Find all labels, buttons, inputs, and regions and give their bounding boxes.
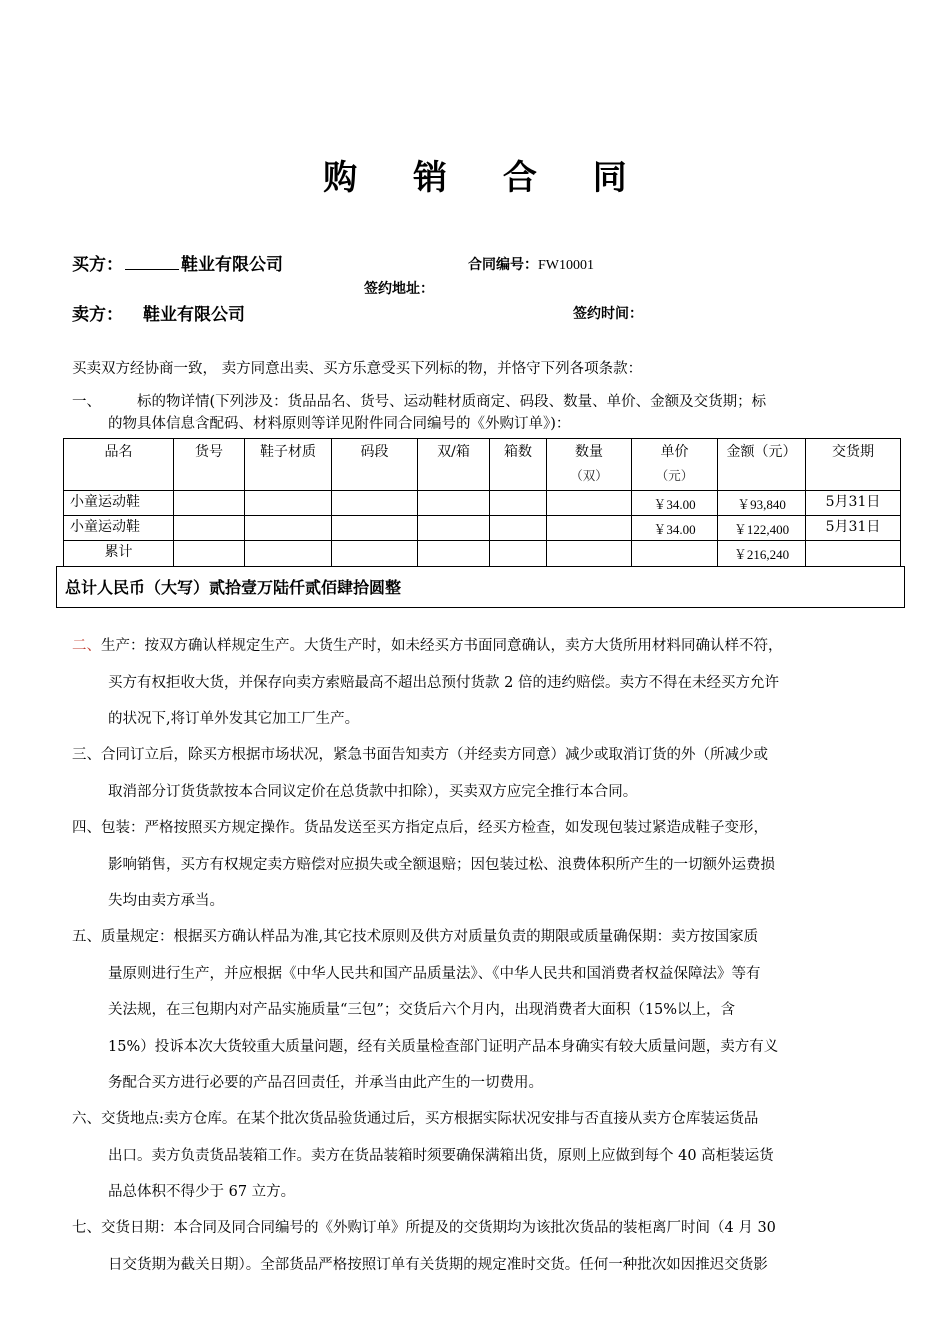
cell [174,491,245,516]
total-rmb: 总计人民币（大写）贰拾壹万陆仟贰佰肆拾圆整 [56,566,905,608]
clause-line: 出口。卖方负责货品装箱工作。卖方在货品装箱时须要确保满箱出货，原则上应做到每个 40 高柜装运货 [108,1147,774,1164]
header-main: 交货期 [832,444,874,460]
contract-number-value: FW10001 [538,258,594,273]
cell [332,541,418,567]
item1-line1 [72,392,766,412]
cell [332,491,418,516]
seller-name: 鞋业有限公司 [143,305,245,325]
header-main: 鞋子材质 [260,444,316,460]
clause-line: 影响销售，买方有权规定卖方赔偿对应损失或全额退赔；因包装过松、浪费体积所产生的一切额外运费损 [108,856,775,873]
clause-line [72,628,884,665]
cell [332,516,418,541]
clause-text: 包装：严格按照买方规定操作。货品发送至买方指定点后，经买方检查，如发现包装过紧造成鞋子变形， [101,820,768,836]
clause-number: 七、 [72,1220,101,1236]
header-cell [718,439,806,491]
header-main: 箱数 [504,444,532,460]
cell-name: 小童运动鞋 [64,516,174,541]
clause-line: 取消部分订货货款按本合同议定价在总货款中扣除），买卖双方应完全推行本合同。 [108,783,638,800]
cell [490,491,547,516]
clause-line: 量原则进行生产，并应根据《中华人民共和国产品质量法》、《中华人民共和国消费者权益保障法》等有 [108,965,761,982]
item1-text1: 标的物详情(下列涉及：货品品名、货号、运动鞋材质商定、码段、数量、单价、金额及交货期；标 [137,394,767,410]
clause-line [72,1101,884,1138]
clause-3 [72,737,884,810]
cell [245,516,332,541]
cell [174,516,245,541]
clause-number: 六、 [72,1111,101,1127]
clause-line: 失均由卖方承当。 [108,893,224,909]
clause-line: 的状况下,将订单外发其它加工厂生产。 [108,711,360,727]
header-main: 品名 [104,444,133,460]
clause-line: 15%）投诉本次大货较重大质量问题，经有关质量检查部门证明产品本身确实有较大质量问题，卖方有义 [108,1038,779,1055]
cell-total-label: 累计 [64,541,174,567]
header-cell [64,439,174,491]
header-main: 金额（元） [726,444,797,460]
cell [547,541,632,567]
header-main: 码段 [360,444,389,460]
clause-line: 日交货期为截关日期）。全部货品严格按照订单有关货期的规定准时交货。任何一种批次如因推迟交货影 [108,1256,768,1273]
buyer-label: 买方： [72,255,123,275]
cell [547,516,632,541]
clause-line [72,810,884,847]
cell-amount: ￥122,400 [718,516,806,541]
cell-amount: ￥93,840 [718,491,806,516]
header-sub: （双） [570,468,608,483]
clause-text: 交货日期：本合同及同合同编号的《外购订单》所提及的交货期均为该批次货品的装柜离厂时间（4 月 30 [101,1220,776,1236]
clause-line: 关法规，在三包期内对产品实施质量“三包”；交货后六个月内，出现消费者大面积（15%以上，含 [108,1002,736,1018]
cell-delivery: 5月31日 [806,491,901,516]
goods-table [63,438,901,567]
clause-text: 质量规定：根据买方确认样品为准,其它技术原则及供方对质量负责的期限或质量确保期：卖方按国家质 [101,929,759,945]
cell [245,491,332,516]
item1-line2: 的物具体信息含配码、材料原则等详见附件同合同编号的《外购订单》)： [108,416,571,432]
clause-text: 生产：按双方确认样规定生产。大货生产时，如未经买方书面同意确认，卖方大货所用材料同确认样不符， [101,638,783,654]
clause-6 [72,1101,884,1211]
clause-7 [72,1210,884,1283]
header-sub: （元） [655,468,694,483]
header-main: 单价 [660,444,689,460]
cell-unit-price: ￥34.00 [632,491,718,516]
clause-text: 合同订立后，除买方根据市场状况，紧急书面告知卖方（并经卖方同意）减少或取消订货的外（所减少或 [101,747,768,763]
clause-4 [72,810,884,920]
contract-number-label: 合同编号： [468,257,538,273]
clause-5 [72,919,884,1102]
header-cell [490,439,547,491]
seller-line [72,300,245,325]
clause-line: 品总体积不得少于 67 立方。 [108,1184,296,1200]
header-main: 货号 [195,444,223,460]
clause-text: 交货地点:卖方仓库。在某个批次货品验货通过后，买方根据实际状况安排与否直接从卖方仓库装运货品 [101,1111,759,1127]
cell-unit-price: ￥34.00 [632,516,718,541]
buyer-line [72,250,283,275]
cell-total-amount: ￥216,240 [718,541,806,567]
cell [418,491,490,516]
clause-number: 五、 [72,929,101,945]
clause-line: 务配合买方进行必要的产品召回责任，并承当由此产生的一切费用。 [108,1075,543,1091]
cell [632,541,718,567]
clause-line [72,1210,884,1247]
cell [806,541,901,567]
seller-label: 卖方： [72,305,123,325]
clause-line: 买方有权拒收大货，并保存向卖方索赔最高不超出总预付货款 2 倍的违约赔偿。卖方不得在未经买方允许 [108,674,779,691]
sign-place: 签约地址： [364,281,434,297]
cell [418,541,490,567]
header-cell [245,439,332,491]
cell [490,516,547,541]
clause-line [72,737,884,774]
buyer-name-blank [125,254,179,270]
cell [547,491,632,516]
header-cell [174,439,245,491]
clause-number: 二、 [72,638,101,654]
item1-number: 一、 [72,394,101,410]
clause-line [72,919,884,956]
sign-time: 签约时间： [573,306,643,322]
header-cell [806,439,901,491]
header-cell [547,439,632,491]
header-main: 双/箱 [437,444,470,460]
table-header-row [64,439,901,491]
cell [418,516,490,541]
header-main: 数量 [575,444,603,460]
clause-number: 四、 [72,820,101,836]
header-cell [332,439,418,491]
table-row [64,491,901,516]
cell [245,541,332,567]
table-total-row [64,541,901,567]
table-row [64,516,901,541]
cell [490,541,547,567]
header-cell [418,439,490,491]
intro-text: 买卖双方经协商一致， 卖方同意出卖、买方乐意受买下列标的物，并恪守下列各项条款： [72,361,643,377]
clause-2 [72,628,884,738]
cell-delivery: 5月31日 [806,516,901,541]
cell-name: 小童运动鞋 [64,491,174,516]
clause-number: 三、 [72,747,101,763]
cell [174,541,245,567]
buyer-suffix: 鞋业有限公司 [181,255,283,275]
contract-number [468,254,594,274]
contract-title: 购 销 合 同 [323,158,649,198]
header-cell [632,439,718,491]
